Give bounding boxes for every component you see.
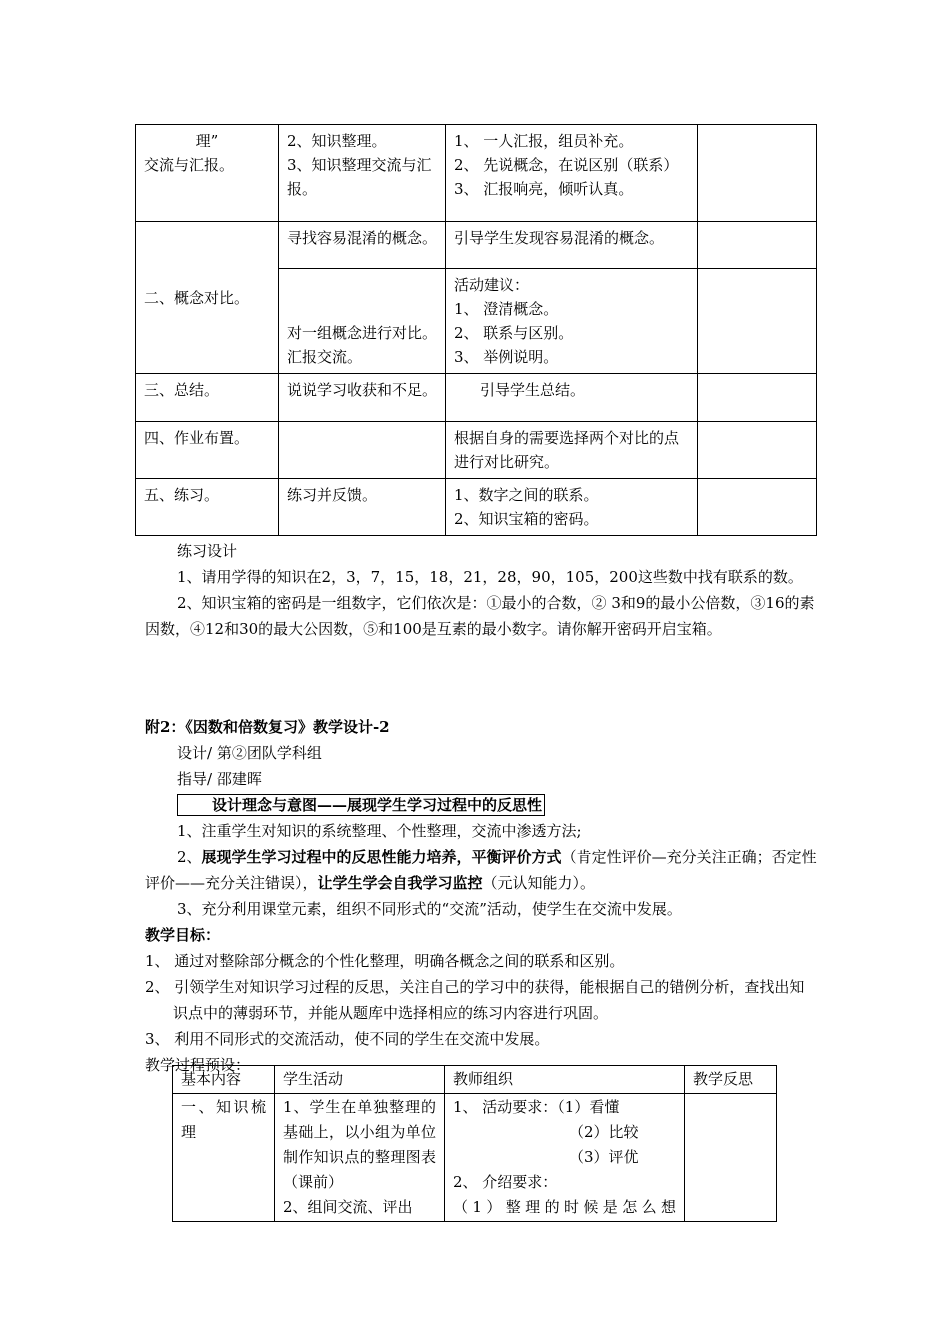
cell-text: （2）比较 [569, 1123, 639, 1141]
table-cell [173, 1094, 275, 1222]
cell-text: 交流与汇报。 [144, 156, 235, 174]
cell-text: 1、学生在单独整理的基础上，以小组为单位制作知识点的整理图表（课前） [283, 1098, 436, 1191]
table-cell [136, 222, 279, 374]
table-cell [279, 374, 446, 422]
table-header-cell [275, 1066, 445, 1094]
cell-text: 说说学习收获和不足。 [287, 381, 438, 399]
practice-question-1: 1、请用学得的知识在2，3，7，15，18，21，28，90，105，200这些数中找有联系的数。 [177, 568, 803, 586]
practice-title: 练习设计 [177, 542, 238, 560]
goal-3: 3、 利用不同形式的交流活动，使不同的学生在交流中发展。 [145, 1030, 550, 1048]
table-row [136, 479, 817, 536]
practice-question-2: 2、知识宝箱的密码是一组数字，它们依次是：①最小的合数，② 3和9的最小公倍数，③16的素因数，④12和30的最大公因数，⑤和100是互素的最小数字。请你解开密码开启宝箱。 [145, 594, 815, 638]
table-row [136, 222, 817, 269]
cell-text: 2、知识宝箱的密码。 [454, 510, 599, 528]
concept-item-2-emphasis-2: 让学生学会自我学习监控 [317, 874, 483, 892]
practice-section [145, 538, 817, 642]
cell-text: 二、概念对比。 [144, 288, 250, 307]
appendix-section [145, 714, 817, 1078]
cell-text: 3、知识整理交流与汇报。 [287, 156, 432, 198]
cell-text: 活动建议： [454, 276, 530, 294]
header-teaching-reflection: 教学反思 [693, 1070, 754, 1088]
goals-title: 教学目标： [145, 926, 221, 944]
cell-text: 2、组间交流、评出 [283, 1198, 413, 1216]
table-cell [446, 222, 698, 269]
cell-text: （1）整理的时候是怎么想 [453, 1198, 676, 1216]
table-cell [279, 222, 446, 269]
table-cell [136, 374, 279, 422]
lesson-table-1 [135, 124, 817, 536]
table-header-cell [685, 1066, 777, 1094]
table-cell [685, 1094, 777, 1222]
lesson-table-2 [172, 1065, 777, 1222]
cell-text: （3）评优 [569, 1148, 639, 1166]
goal-2: 2、 引领学生对知识学习过程的反思，关注自己的学习中的获得，能根据自己的错例分析，查找出知识点中的薄弱环节，并能从题库中选择相应的练习内容进行巩固。 [145, 978, 805, 1022]
cell-text: 3、 汇报响亮，倾听认真。 [454, 180, 634, 198]
cell-text: 寻找容易混淆的概念。 [287, 229, 438, 247]
concept-item-2-emphasis: 展现学生学习过程中的反思性能力培养，平衡评价方式 [201, 848, 562, 866]
table-cell [698, 374, 817, 422]
cell-text: 2、知识整理。 [287, 132, 387, 150]
table-cell [279, 422, 446, 479]
table-cell [279, 479, 446, 536]
table-cell [279, 269, 446, 374]
concept-item-1: 1、注重学生对知识的系统整理、个性整理，交流中渗透方法; [177, 822, 582, 840]
process-title: 教学过程预设： [145, 1056, 251, 1074]
table-row [136, 125, 817, 222]
cell-text: 四、作业布置。 [144, 429, 250, 447]
cell-text: 1、数字之间的联系。 [454, 486, 599, 504]
table-cell [136, 125, 279, 222]
table-cell [446, 125, 698, 222]
appendix-title: 附2：《因数和倍数复习》教学设计-2 [145, 718, 390, 736]
table-row [173, 1094, 777, 1222]
cell-text: 引导学生总结。 [480, 381, 586, 399]
cell-text: 三、总结。 [144, 381, 220, 399]
header-teacher-organization: 教师组织 [453, 1070, 514, 1088]
cell-text: 对一组概念进行对比。 [287, 324, 438, 342]
table-cell [698, 269, 817, 374]
cell-text: 引导学生发现容易混淆的概念。 [454, 229, 665, 247]
table-header-cell [173, 1066, 275, 1094]
table-cell [136, 422, 279, 479]
cell-text: 1、 一人汇报，组员补充。 [454, 132, 634, 150]
concept-item-2 [145, 844, 817, 896]
concept-title: 设计理念与意图——展现学生学习过程中的反思性 [177, 794, 545, 816]
table-header-cell [445, 1066, 685, 1094]
table-header-row [173, 1066, 777, 1094]
table-cell [446, 422, 698, 479]
concept-item-3: 3、充分利用课堂元素，组织不同形式的“交流”活动，使学生在交流中发展。 [177, 900, 682, 918]
cell-text: 练习并反馈。 [287, 486, 378, 504]
table-cell [136, 479, 279, 536]
appendix-design: 设计/ 第②团队学科组 [177, 744, 322, 762]
table-row [136, 374, 817, 422]
table-cell [279, 125, 446, 222]
goal-1: 1、 通过对整除部分概念的个性化整理，明确各概念之间的联系和区别。 [145, 952, 625, 970]
concept-item-2-number: 2、 [177, 848, 202, 866]
header-basic-content: 基本内容 [181, 1070, 242, 1088]
appendix-guide: 指导/ 邵建晖 [177, 770, 262, 788]
table-row [136, 422, 817, 479]
table-cell [698, 422, 817, 479]
table-cell [698, 125, 817, 222]
table-cell [698, 222, 817, 269]
cell-text: 五、练习。 [144, 486, 220, 504]
concept-title-row [145, 792, 817, 818]
table-cell [275, 1094, 445, 1222]
cell-text: 一、知识梳理 [181, 1098, 266, 1141]
cell-text: 2、 先说概念，在说区别（联系） [454, 156, 679, 174]
header-student-activity: 学生活动 [283, 1070, 344, 1088]
cell-text: 2、 介绍要求： [453, 1173, 558, 1191]
table-cell [445, 1094, 685, 1222]
cell-text: 1、 澄清概念。 [454, 300, 559, 318]
table-cell [446, 374, 698, 422]
cell-text: 3、 举例说明。 [454, 348, 559, 366]
cell-text: 2、 联系与区别。 [454, 324, 574, 342]
concept-item-2-text-2: （元认知能力）。 [482, 874, 596, 892]
table-cell [698, 479, 817, 536]
table-cell [446, 269, 698, 374]
cell-text: 根据自身的需要选择两个对比的点进行对比研究。 [454, 429, 680, 471]
concept-item-2-text: （肯定性评价—充分关注正确；否定性评价——充分关注错误）， [145, 848, 817, 892]
cell-text: 理” [195, 132, 219, 150]
table-cell [446, 479, 698, 536]
cell-text: 1、 活动要求：（1）看懂 [453, 1098, 620, 1116]
cell-text: 汇报交流。 [287, 348, 363, 366]
